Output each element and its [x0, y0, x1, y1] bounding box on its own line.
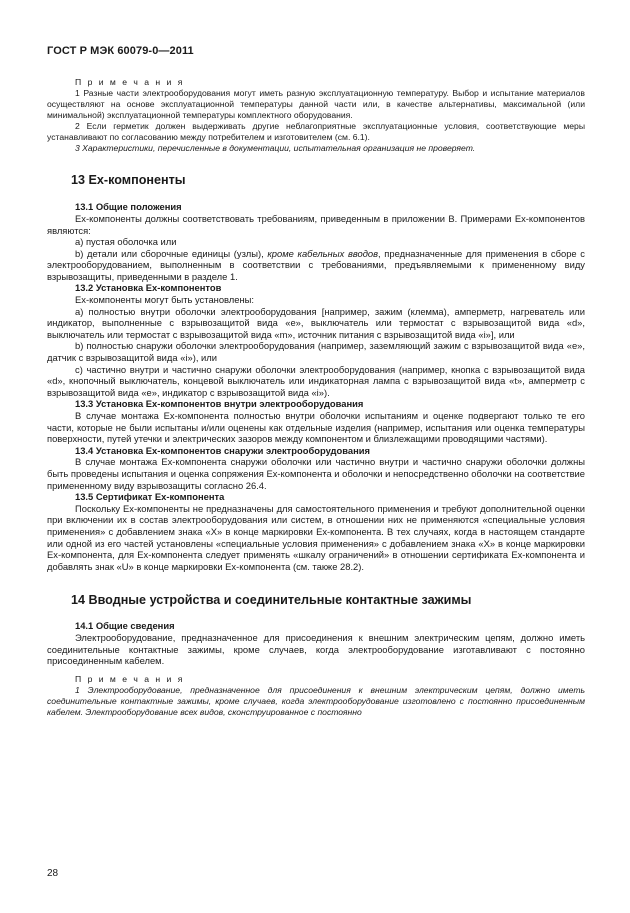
- page-content: [47, 77, 585, 718]
- subsection-13-2-title: 13.2 Установка Ex-компонентов: [75, 282, 222, 294]
- note-item-1: 1 Электрооборудование, предназначенное для присоединения к внешним электрическим цепям, должно иметь соединительные контактные зажимы, кроме случаев, когда электрооборудование изготовлено с постоянно присоединенным кабелем. Электрооборудование всех видов, сконструированное с постоянно: [47, 684, 585, 717]
- section-13-heading: 13 Ex-компоненты: [71, 173, 186, 188]
- paragraph: В случае монтажа Ex-компонента снаружи оболочки или частично внутри и частично снаружи оболочки должны быть проведены испытания и оценка сопряжения Ex-компонента и оболочки и непосредственно оболочки на соответствие примененному виду взрывозащиты согласно 26.4.: [47, 456, 585, 491]
- notes-title: П р и м е ч а н и я: [75, 77, 185, 87]
- notes-top: [47, 77, 585, 154]
- paragraph: Ex-компоненты должны соответствовать требованиям, приведенным в приложении В. Примерами Ex-компонентов являются:: [47, 212, 585, 236]
- note-item-1: 1 Разные части электрооборудования могут иметь разную эксплуатационную температуру. Выбор и испытание материалов осуществляют на основе эксплуатационной температуры данной части или, в качестве альтернативы, максимальной (или минимальной) эксплуатационной температуры комплектного оборудования.: [47, 88, 585, 121]
- subsection-13-5-title: 13.5 Сертификат Ex-компонента: [75, 491, 225, 503]
- paragraph: Электрооборудование, предназначенное для присоединения к внешним электрическим цепям, должно иметь соединительные контактные зажимы, кроме случаев, когда электрооборудование изготавливают с постоянно присоединенным кабелем.: [47, 631, 585, 667]
- standard-header: ГОСТ Р МЭК 60079-0—2011: [47, 45, 194, 57]
- list-item-b-end: , предназначенные для применения в сборе с электрооборудованием, выполненным в соответствии с требованиями, предъявляемыми к примененному виду взрывозащиты, приведенными в разделе 1.: [47, 247, 585, 282]
- page-number: 28: [47, 868, 59, 879]
- list-item-a: а) полностью внутри оболочки электрооборудования [например, зажим (клемма), амперметр, нагреватель или индикатор, выполненные с взрывозащитой вида «е», выключатель или термостат с взрывозащитой вида «d», выключатель или термостат с взрывозащитой вида «m», источник питания с взрывозащитой вида «i»], или: [47, 305, 585, 340]
- section-14-heading: 14 Вводные устройства и соединительные контактные зажимы: [71, 593, 472, 608]
- list-item-c: с) частично внутри и частично снаружи оболочки электрооборудования (например, кнопка с взрывозащитой вида «d», кнопочный выключатель, концевой выключатель или индикаторная лампа с взрывозащитой вида «t», амперметр с взрывозащитой вида «е», индикатор с взрывозащитой вида «i»).: [47, 363, 585, 398]
- notes-title: П р и м е ч а н и я: [75, 673, 185, 684]
- list-item-a: а) пустая оболочка или: [75, 236, 177, 248]
- list-item-b-start: b) детали или сборочные единицы (узлы),: [75, 247, 268, 259]
- paragraph: В случае монтажа Ex-компонента полностью внутри оболочки испытаниям и оценке подвергают только те его части, которые не были испытаны и/или оценены как отдельные изделия (например, испытания или оценка температуры поверхности, путей утечки и электрических зазоров между компонентом и близлежащими проводящими частями).: [47, 410, 585, 445]
- subsection-14-1-title: 14.1 Общие сведения: [75, 620, 175, 632]
- paragraph: Ex-компоненты могут быть установлены:: [75, 294, 255, 306]
- list-item-b: [47, 248, 585, 283]
- list-item-b-italic: кроме кабельных вводов: [267, 247, 379, 259]
- notes-section-14: [47, 674, 585, 718]
- subsection-13-4-title: 13.4 Установка Ex-компонентов снаружи электрооборудования: [75, 444, 370, 456]
- subsection-13-1-title: 13.1 Общие положения: [75, 201, 182, 213]
- subsection-13-3-title: 13.3 Установка Ex-компонентов внутри электрооборудования: [75, 398, 364, 410]
- paragraph: Поскольку Ex-компоненты не предназначены для самостоятельного применения и требуют дополнительной оценки при включении их в состав электрооборудования или систем, в отношении них не применяются «специальные условия применения» с добавлением знака «Х» в конце маркировки Ex-компонента. В тех случаях, когда в настоящем стандарте или одной из его частей установлены «специальные условия применения» с добавлением знака «Х» в конце маркировки Ex-компонента, для Ex-компонента следует применять «шкалу ограничений» в отношении сертификата Ex-компонента и добавлять знак «U» в конце маркировки Ex-компонента (см. также 28.2).: [47, 502, 585, 572]
- note-item-3: 3 Характеристики, перечисленные в документации, испытательная организация не проверяет.: [75, 143, 476, 154]
- note-item-2: 2 Если герметик должен выдерживать другие неблагоприятные эксплуатационные условия, соответствующие меры устанавливают по согласованию между потребителем и изготовителем (см. 6.1).: [47, 121, 585, 143]
- list-item-b: b) полностью снаружи оболочки электрооборудования (например, заземляющий зажим с взрывозащитой вида «е», датчик с взрывозащитой вида «i»), или: [47, 340, 585, 364]
